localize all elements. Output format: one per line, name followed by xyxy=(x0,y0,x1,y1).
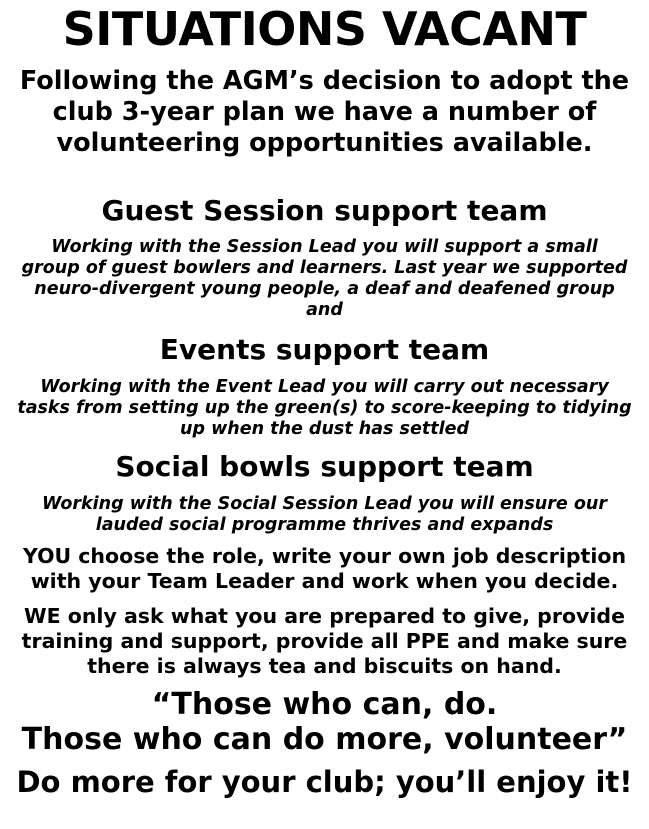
volunteer-quote xyxy=(0,687,649,757)
paragraph-line: with your Team Leader and work when you decide. xyxy=(30,569,619,593)
paragraph-line: training and support, provide all PPE and make sure xyxy=(21,629,628,653)
paragraph-line: there is always tea and biscuits on hand. xyxy=(87,654,562,678)
description-line: lauded social programme thrives and expands xyxy=(95,515,554,535)
description-line: and xyxy=(306,300,343,320)
role-heading-guest-session: Guest Session support team xyxy=(101,194,548,227)
role-heading-events: Events support team xyxy=(159,333,490,366)
quote-line: “Those who can, do. xyxy=(151,687,498,722)
intro-line: Following the AGM’s decision to adopt the xyxy=(19,66,630,96)
intro-line: club 3-year plan we have a number of xyxy=(52,97,597,127)
description-line: group of guest bowlers and learners. Last year we supported xyxy=(21,258,628,278)
description-line: Working with the Event Lead you will carry out necessary xyxy=(40,377,609,397)
intro-line: volunteering opportunities available. xyxy=(56,128,593,158)
description-line: Working with the Session Lead you will support a small xyxy=(51,237,598,257)
role-description-social-bowls xyxy=(0,494,649,536)
page-title: SITUATIONS VACANT xyxy=(62,2,587,56)
description-line: tasks from setting up the green(s) to score-keeping to tidying xyxy=(17,398,632,418)
description-line: Working with the Social Session Lead you will ensure our xyxy=(42,494,607,514)
intro-text xyxy=(0,66,649,159)
description-line: up when the dust has settled xyxy=(180,419,469,439)
you-choose-paragraph xyxy=(0,544,649,594)
closing-line: Do more for your club; you’ll enjoy it! xyxy=(16,765,633,799)
role-description-guest-session xyxy=(0,237,649,321)
description-line: neuro-divergent young people, a deaf and deafened group xyxy=(34,279,615,299)
quote-line: Those who can do more, volunteer” xyxy=(21,722,628,757)
role-heading-social-bowls: Social bowls support team xyxy=(115,450,534,483)
paragraph-line: WE only ask what you are prepared to give, provide xyxy=(24,604,625,628)
role-description-events xyxy=(0,377,649,440)
paragraph-line: YOU choose the role, write your own job description xyxy=(22,544,627,568)
we-ask-paragraph xyxy=(0,604,649,679)
